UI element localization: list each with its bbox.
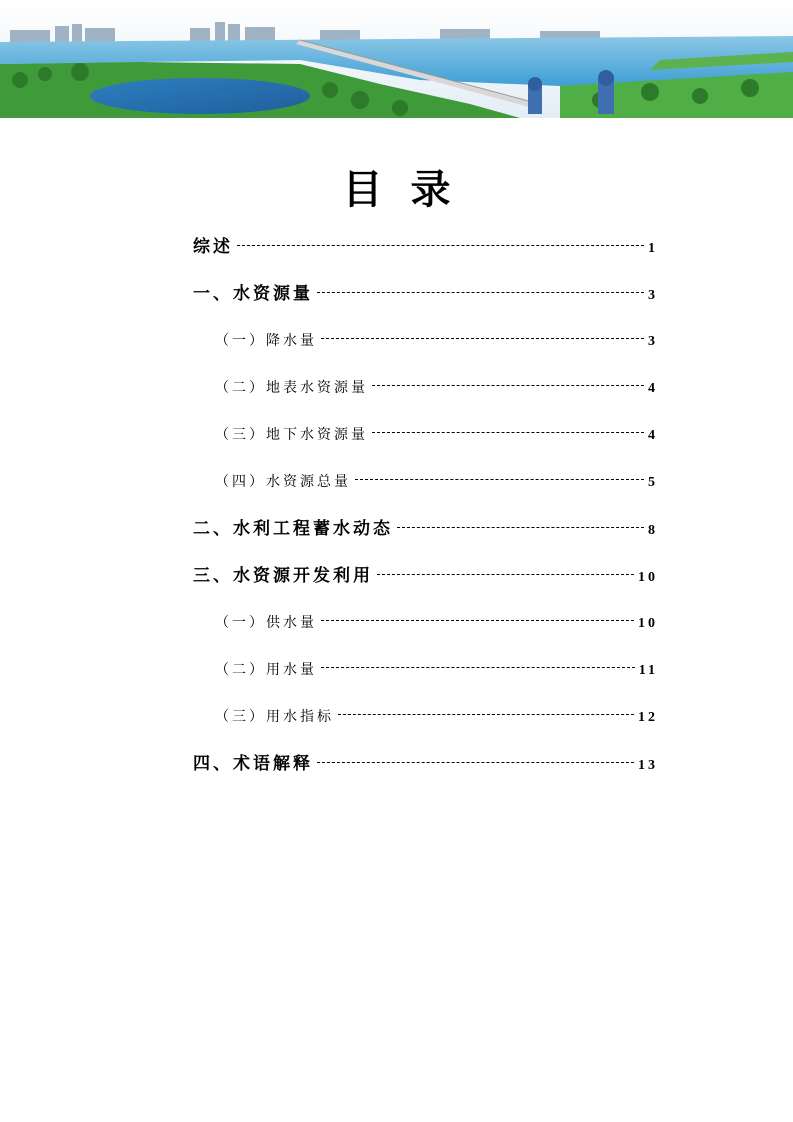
toc-entry-label: （二）用水量: [215, 662, 317, 678]
dot-leader: [321, 667, 635, 668]
toc-entry-label: （三）用水指标: [215, 709, 334, 725]
toc-entry-page-number: 1: [648, 241, 658, 256]
dot-leader: [321, 338, 644, 339]
header-banner-photo: [0, 0, 793, 118]
dot-leader: [321, 620, 634, 621]
toc-entry[interactable]: [193, 562, 658, 609]
toc-entry-page-number: 3: [648, 334, 658, 349]
toc-entry[interactable]: [193, 656, 658, 703]
toc-entry[interactable]: [193, 327, 658, 374]
toc-entry-label: 一、水资源量: [193, 284, 313, 304]
toc-entry-label: 二、水利工程蓄水动态: [193, 519, 393, 539]
toc-entry[interactable]: [193, 468, 658, 515]
toc-entry-label: 四、术语解释: [193, 754, 313, 774]
toc-entry-label: （一）供水量: [215, 615, 317, 631]
toc-entry-page-number: 4: [648, 381, 658, 396]
toc-entry[interactable]: [193, 515, 658, 562]
dot-leader: [397, 527, 644, 528]
toc-entry[interactable]: [193, 374, 658, 421]
dot-leader: [372, 385, 644, 386]
dot-leader: [377, 574, 634, 575]
toc-entry-page-number: 5: [648, 475, 658, 490]
toc-entry-page-number: 3: [648, 288, 658, 303]
toc-entry-page-number: 11: [638, 663, 658, 678]
dot-leader: [338, 714, 634, 715]
dot-leader: [237, 245, 644, 246]
page-title: 目录: [342, 167, 479, 213]
toc-entry-page-number: 13: [638, 758, 658, 773]
toc-entry-label: 综述: [193, 237, 233, 257]
toc-entry[interactable]: [193, 750, 658, 797]
dot-leader: [355, 479, 644, 480]
toc-entry-page-number: 10: [638, 616, 658, 631]
toc-entry-page-number: 10: [638, 570, 658, 585]
dot-leader: [372, 432, 644, 433]
toc-entry[interactable]: [193, 421, 658, 468]
dot-leader: [317, 292, 644, 293]
river-landscape-image: [0, 0, 793, 118]
dot-leader: [317, 762, 634, 763]
toc-entry-label: （二）地表水资源量: [215, 380, 368, 396]
toc-entry-label: （四）水资源总量: [215, 474, 351, 490]
toc-entry-label: （一）降水量: [215, 333, 317, 349]
toc-entry[interactable]: [193, 280, 658, 327]
toc-entry[interactable]: [193, 703, 658, 750]
table-of-contents: [193, 233, 658, 797]
toc-entry[interactable]: [193, 609, 658, 656]
toc-entry-page-number: 8: [648, 523, 658, 538]
toc-entry-label: 三、水资源开发利用: [193, 566, 373, 586]
toc-entry-page-number: 4: [648, 428, 658, 443]
toc-entry[interactable]: [193, 233, 658, 280]
toc-entry-label: （三）地下水资源量: [215, 427, 368, 443]
toc-entry-page-number: 12: [638, 710, 658, 725]
